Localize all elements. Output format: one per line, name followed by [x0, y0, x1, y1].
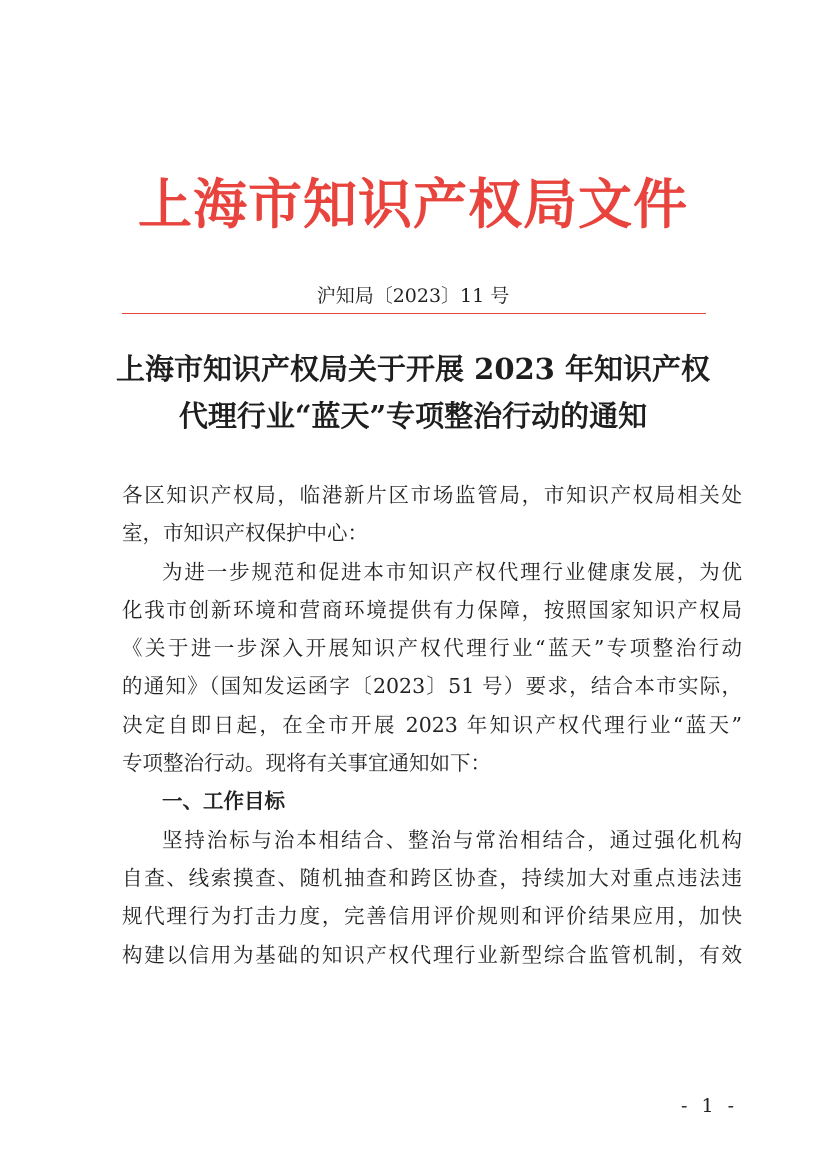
paragraph-line: 构建以信用为基础的知识产权代理行业新型综合监管机制，有效 — [122, 942, 742, 967]
recipients-line: 各区知识产权局，临港新片区市场监管局，市知识产权局相关处 — [122, 483, 742, 507]
red-divider-line — [122, 313, 706, 314]
paragraph-line: 的通知》（国知发运函字〔2023〕51 号）要求，结合本市实际， — [122, 674, 742, 699]
title-line-2: 代理行业“蓝天”专项整治行动的通知 — [178, 399, 648, 433]
page-number: - 1 - — [680, 1095, 738, 1117]
document-title — [0, 346, 826, 440]
section-heading: 一、工作目标 — [162, 789, 285, 814]
paragraph-line: 自查、线索摸查、随机抽查和跨区协查，持续加大对重点违法违 — [122, 865, 742, 890]
paragraph-line: 为进一步规范和促进本市知识产权代理行业健康发展，为优 — [162, 559, 742, 584]
paragraph-line: 坚持治标与治本相结合、整治与常治相结合，通过强化机构 — [162, 827, 742, 852]
paragraph-line: 《关于进一步深入开展知识产权代理行业“蓝天”专项整治行动 — [122, 636, 742, 661]
recipients-line: 室，市知识产权保护中心： — [122, 521, 368, 546]
paragraph-line: 专项整治行动。现将有关事宜通知如下： — [122, 751, 491, 776]
paragraph-line: 决定自即日起，在全市开展 2023 年知识产权代理行业“蓝天” — [122, 712, 742, 737]
paragraph-line: 化我市创新环境和营商环境提供有力保障，按照国家知识产权局 — [122, 597, 742, 622]
document-number: 沪知局〔2023〕11 号 — [316, 285, 510, 307]
title-line-1: 上海市知识产权局关于开展 2023 年知识产权 — [116, 352, 710, 386]
issuer-header: 上海市知识产权局文件 — [138, 172, 688, 236]
document-body — [122, 476, 742, 974]
paragraph-line: 规代理行为打击力度，完善信用评价规则和评价结果应用，加快 — [122, 904, 742, 929]
